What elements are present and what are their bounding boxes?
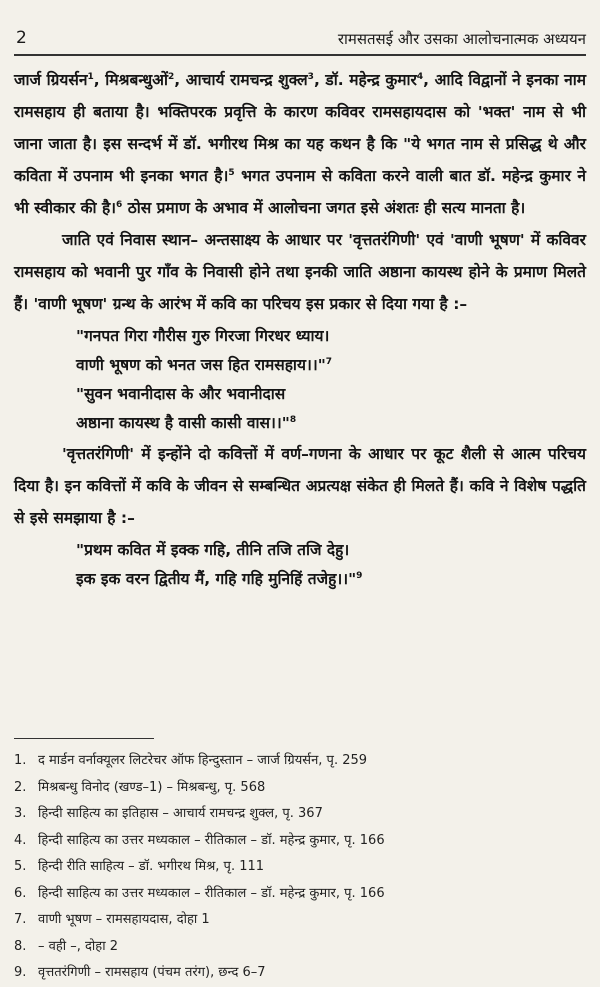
verse-block-1 [76,322,586,438]
footnotes [14,748,586,987]
footnote-marker: 6 [116,199,123,210]
text-run: , मिश्रबन्धुओं [93,71,169,89]
footnote-text: वाणी भूषण – रामसहायदास, दोहा 1 [38,912,210,927]
verse-block-2 [76,536,586,594]
text-run: , आदि विद्वानों ने इनका नाम रामसहाय ही बताया है। भक्तिपरक प्रवृत्ति के कारण कविवर रामसहायदास को 'भक्त' नाम से भी जाना जाता है। इस सन्दर्भ में डॉ. भगीरथ मिश्र का यह कथन है कि "ये भगत नाम से प्रसिद्ध थे और कविता में उपनाम भी इनका भगत है। [14,71,586,185]
text-run: जाति एवं निवास स्थान– अन्तसाक्ष्य के आधार पर 'वृत्ततरंगिणी' एवं 'वाणी भूषण' में कविवर रामसहाय को भवानी पुर गाँव के निवासी होने तथा इनकी जाति अष्ठाना कायस्थ होने के प्रमाण मिलते हैं। 'वाणी भूषण' ग्रन्थ के आरंभ में कवि का परिचय इस प्रकार से दिया गया है :– [14,231,586,313]
footnote-number: 4. [14,832,27,848]
footnote-text: हिन्दी साहित्य का उत्तर मध्यकाल – रीतिकाल – डॉ. महेन्द्र कुमार, पृ. 166 [38,832,385,848]
verse-line: वाणी भूषण को भनत जस हित रामसहाय।।"$^7$ [76,356,333,374]
page-header [14,26,586,56]
footnote-marker: 7 [325,356,333,367]
footnote-marker: 2 [168,71,175,82]
footnote-marker: 1 [87,71,94,82]
footnote-number: 6. [14,885,27,901]
footnote-text: – वही –, दोहा 2 [38,938,118,954]
footnote-number: 1. [14,753,27,768]
text-run: भगत उपनाम से कविता करने वाली बात डॉ. महेन्द्र कुमार ने भी स्वीकार की है। [14,167,586,217]
footnote-number: 5. [14,859,27,874]
footnote-number: 7. [14,912,27,927]
page-number: 2 [16,28,27,48]
footnote-text: हिन्दी साहित्य का इतिहास – आचार्य रामचन्द्र शुक्ल, पृ. 367 [38,806,323,821]
footnote-text: हिन्दी साहित्य का उत्तर मध्यकाल – रीतिकाल – डॉ. महेन्द्र कुमार, पृ. 166 [38,885,385,901]
text-run: जार्ज ग्रियर्सन [14,71,88,89]
verse-line: "प्रथम कवित में इक्क गहि, तीनि तजि तजि देहु। [76,541,350,559]
paragraph-1 [14,64,586,224]
text-run: 'वृत्ततरंगिणी' में इन्होंने दो कवित्तों में वर्ण–गणना के आधार पर कूट शैली से आत्म परिचय दिया है। इन कवित्तों में कवि के जीवन से सम्बन्धित अप्रत्यक्ष संकेत ही मिलते हैं। कवि ने विशेष पद्धति से इसे समझाया है :– [14,445,586,527]
footnote-marker: 5 [228,167,235,178]
text-run: , आचार्य रामचन्द्र शुक्ल [174,71,308,89]
footnote-item [14,801,586,828]
text-run: ठोस प्रमाण के अभाव में आलोचना जगत इसे अंशतः ही सत्य मानता है। [122,199,526,217]
footnote-divider [14,738,154,739]
verse-line: "सुवन भवानीदास के और भवानीदास [76,385,286,403]
footnote-marker: 3 [307,71,314,82]
footnote-marker: 8 [289,414,297,425]
footnote-item [14,934,586,961]
footnote-text: वृत्ततरंगिणी – रामसहाय (पंचम तरंग), छन्द 6–7 [38,965,266,980]
footnote-item [14,775,586,802]
verse-line: इक इक वरन द्वितीय मैं, गहि गहि मुनिहिं तजेहु।।"$^9$ [76,570,363,588]
footnote-item [14,854,586,881]
footnote-item [14,748,586,775]
footnote-text: द मार्डन वर्नाक्यूलर लिटरेचर ऑफ हिन्दुस्तान – जार्ज ग्रियर्सन, पृ. 259 [38,753,368,768]
paragraph-2 [14,224,586,320]
body-text [14,64,586,594]
footnote-number: 2. [14,779,27,795]
footnote-marker: 9 [356,570,363,581]
footnote-item [14,881,586,908]
footnote-number: 8. [14,938,27,954]
footnote-number: 3. [14,806,27,821]
footnote-item [14,960,586,987]
running-head: रामसतसई और उसका आलोचनात्मक अध्ययन [337,30,586,48]
footnote-item [14,907,586,934]
verse-line: "गनपत गिरा गौरीस गुरु गिरजा गिरधर ध्याय। [76,327,330,345]
footnote-text: मिश्रबन्धु विनोद (खण्ड–1) – मिश्रबन्धु, पृ. 568 [38,779,266,795]
footnote-text: हिन्दी रीति साहित्य – डॉ. भगीरथ मिश्र, पृ. 111 [38,859,265,874]
footnote-item [14,828,586,855]
footnote-marker: 4 [416,71,424,82]
text-run: , डॉ. महेन्द्र कुमार [313,71,417,89]
footnote-number: 9. [14,965,27,980]
verse-line: अष्ठाना कायस्थ है वासी कासी वास।।"$^8$ [76,414,297,432]
paragraph-3 [14,438,586,534]
